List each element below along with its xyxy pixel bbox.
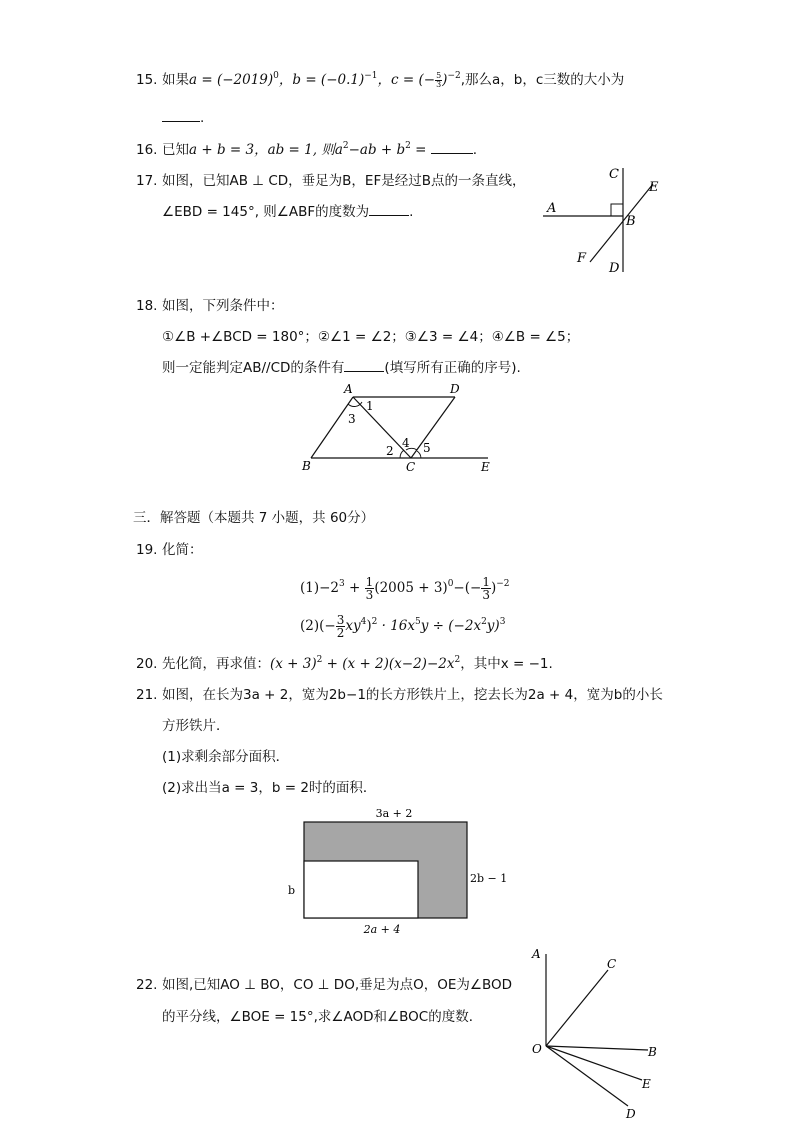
answer-blank[interactable]: [162, 109, 200, 122]
cut-out-rectangle: [304, 861, 418, 918]
q21-figure: [280, 800, 520, 944]
q16-line: 16. 已知a + b = 3，ab = 1, 则$a^2-ab + b^2$ = .: [136, 141, 478, 158]
right-dimension-label: 2b − 1: [470, 872, 508, 885]
label-E: E: [642, 1077, 651, 1091]
label-D: D: [450, 382, 460, 396]
label-B: B: [626, 214, 636, 229]
label-E: E: [481, 460, 490, 474]
fraction: $\frac{3}{2}$: [336, 613, 345, 640]
q21-line1: 21. 如图，在长为3a + 2，宽为2b−1的长方形铁片上，挖去长为2a + 4，宽为b的小长: [136, 687, 663, 703]
q17-figure: [535, 160, 675, 280]
q18-line2: ①∠B +∠BCD = 180°；②∠1 = ∠2；③∠3 = ∠4；④∠B = ∠5；: [162, 329, 580, 345]
label-D: D: [626, 1107, 636, 1121]
q19-expr1: $(1)-2^3$ + $\frac{1}{3}$ $(2005 + 3)^0-(-$ $\frac{1}{3}$ )$^{-2}$: [300, 575, 510, 602]
q20-line: 20. 先化简，再求值：$(x + 3)^2 + (x + 2)(x-2)-2x^2$，其中x = −1.: [136, 655, 553, 672]
angle-3-label: 3: [348, 412, 356, 426]
label-E: E: [649, 180, 659, 195]
label-D: D: [609, 261, 620, 276]
fraction: $\frac{1}{3}$: [365, 575, 374, 602]
q18-line1: 18. 如图，下列条件中：: [136, 298, 284, 314]
fraction: $\frac{5}{3}$: [436, 70, 442, 89]
label-C: C: [406, 460, 416, 474]
q22-line2: 的平分线，∠BOE = 15°,求∠AOD和∠BOC的度数．: [162, 1009, 483, 1025]
answer-blank[interactable]: [431, 141, 473, 154]
q19-line: 19. 化简：: [136, 542, 203, 558]
section-heading: 三．解答题（本题共 7 小题，共 60分）: [133, 510, 375, 526]
q19-expr2: (2)(− $\frac{3}{2}$ $xy^4)^2 \cdot 16x^5y \div (-2x^2y)^3$: [300, 613, 506, 640]
angle-5-label: 5: [423, 441, 431, 455]
angle-4-label: 4: [402, 436, 410, 450]
q17-line1: 17. 如图，已知AB ⊥ CD，垂足为B，EF是经过B点的一条直线，: [136, 173, 526, 189]
label-B: B: [648, 1045, 657, 1059]
angle-1-label: 1: [366, 399, 374, 413]
q22-figure: [520, 940, 670, 1122]
q22-line1: 22. 如图,已知AO ⊥ BO，CO ⊥ DO,垂足为点O，OE为∠BOD: [136, 977, 513, 993]
fraction: $\frac{1}{3}$: [482, 575, 490, 602]
label-O: O: [532, 1042, 542, 1056]
angle-2-label: 2: [386, 444, 394, 458]
label-A: A: [344, 382, 353, 396]
q18-line3: 则一定能判定AB//CD的条件有 (填写所有正确的序号).: [162, 360, 521, 376]
q21-line4: (2)求出当a = 3，b = 2时的面积．: [162, 780, 377, 796]
q21-line2: 方形铁片．: [162, 718, 230, 734]
q21-line3: (1)求剩余部分面积．: [162, 749, 290, 765]
label-A: A: [532, 947, 541, 961]
q18-figure: [296, 380, 500, 474]
top-dimension-label: 3a + 2: [375, 807, 413, 820]
answer-blank[interactable]: [369, 203, 409, 216]
label-C: C: [607, 957, 617, 971]
left-dimension-label: b: [288, 884, 296, 897]
label-B: B: [302, 459, 311, 473]
q15-line: 15. 如果$a = (-2019)^0$，$b = (-0.1)^{-1}$，c = (− $\frac{5}{3}$ )$^{-2}$,那么a，b，c三数的大小为: [136, 70, 625, 89]
q17-line2: ∠EBD = 145°, 则∠ABF的度数为 .: [162, 204, 414, 220]
q15-number: 15.: [136, 72, 158, 88]
answer-blank[interactable]: [344, 359, 384, 372]
label-C: C: [609, 167, 619, 182]
bottom-dimension-label: 2a + 4: [363, 923, 401, 936]
q15-answer-line: .: [162, 108, 204, 128]
label-A: A: [547, 201, 557, 216]
label-F: F: [577, 251, 587, 266]
